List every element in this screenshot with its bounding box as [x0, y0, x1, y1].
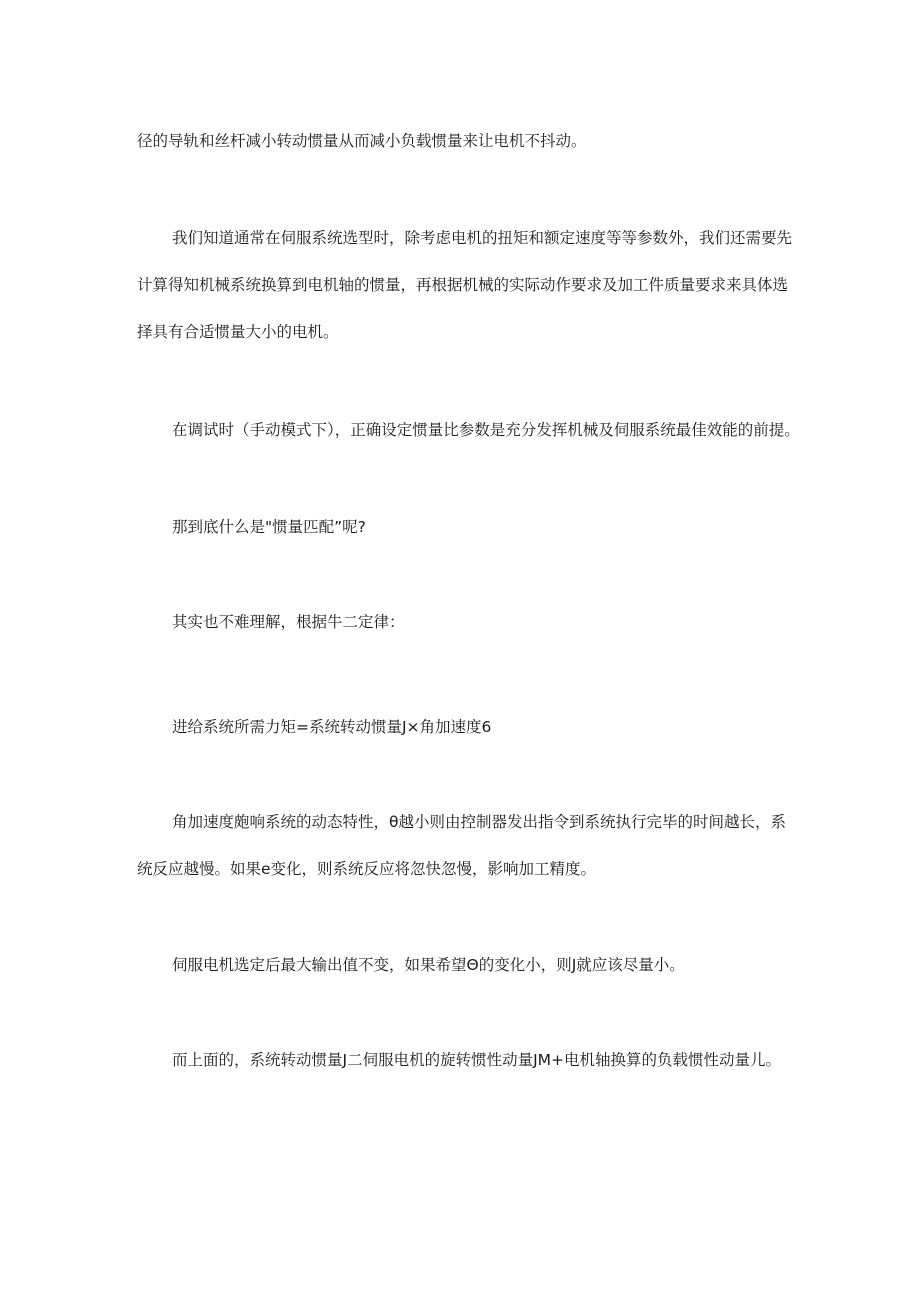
paragraph-line-servo-selection-3: 择具有合适惯量大小的电机。: [137, 323, 339, 341]
paragraph-line-angular-accel-2: 统反应越慢。如果e变化，则系统反应将忽快忽慢，影响加工精度。: [137, 860, 597, 878]
paragraph-line-continuation: 径的导轨和丝杆减小转动惯量从而减小负载惯量来让电机不抖动。: [137, 132, 587, 150]
paragraph-line-inertia-sum: 而上面的，系统转动惯量J二伺服电机的旋转惯性动量JM+电机轴换算的负载惯性动量儿。: [172, 1051, 782, 1069]
paragraph-line-newton-law: 其实也不难理解，根据牛二定律：: [172, 613, 405, 631]
paragraph-line-motor-output: 伺服电机选定后最大输出值不变，如果希望Θ的变化小，则J就应该尽量小。: [172, 956, 685, 974]
paragraph-line-servo-selection-1: 我们知道通常在伺服系统选型时，除考虑电机的扭矩和额定速度等等参数外，我们还需要先: [172, 229, 793, 247]
paragraph-line-servo-selection-2: 计算得知机械系统换算到电机轴的惯量，再根据机械的实际动作要求及加工件质量要求来具体选: [137, 276, 789, 294]
paragraph-line-angular-accel-1: 角加速度皰响系统的动态特性，θ越小则由控制器发出指令到系统执行完毕的时间越长，系: [172, 813, 786, 831]
formula-line-torque: 进给系统所需力矩=系统转动惯量J×角加速度6: [172, 718, 492, 736]
paragraph-line-question: 那到底什么是"惯量匹配”呢?: [172, 518, 366, 536]
paragraph-line-debugging: 在调试时（手动模式下），正确设定惯量比参数是充分发挥机械及伺服系统最佳效能的前提。: [172, 421, 800, 439]
